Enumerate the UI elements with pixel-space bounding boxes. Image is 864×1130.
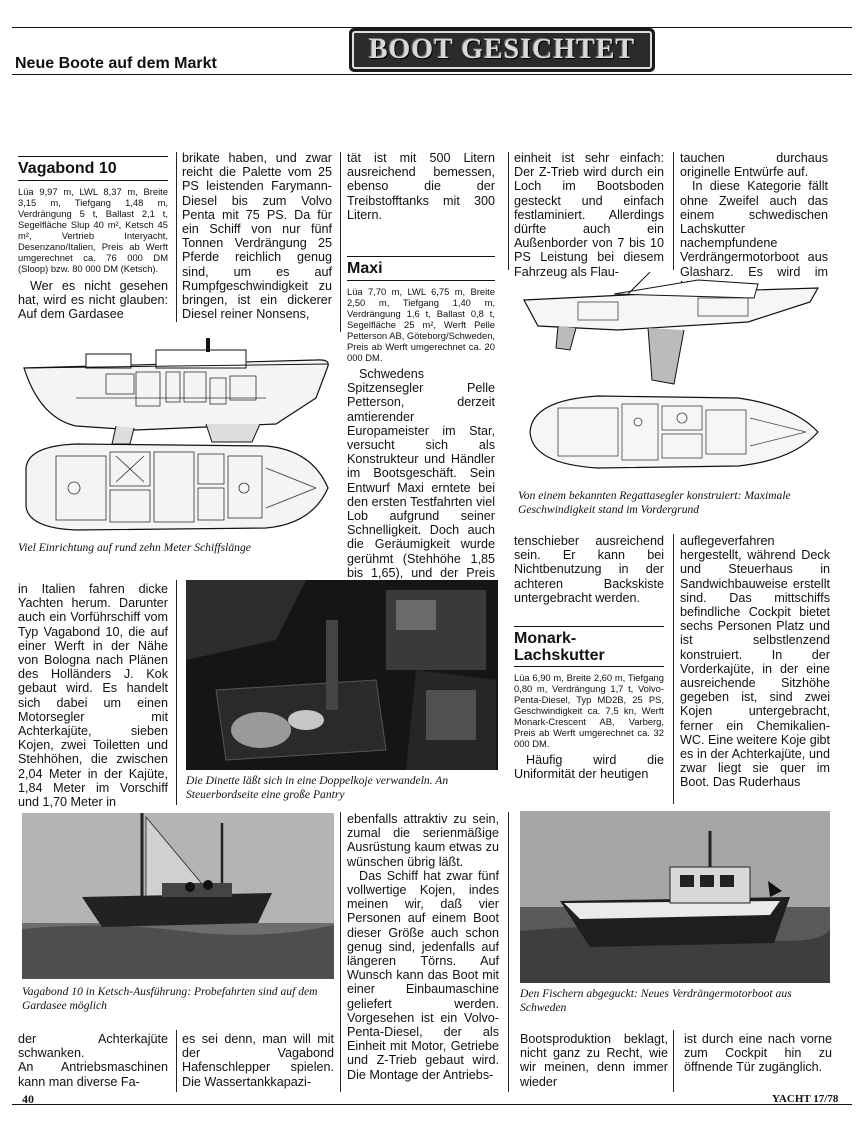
ketsch-photo (22, 813, 334, 979)
maxi-hull-plan (530, 396, 818, 468)
vagabond-paragraph-7: der Achterkajüte schwanken. (18, 1032, 168, 1061)
maxi-paragraph: Schwedens Spitzensegler Pelle Petterson, derzeit amtierender Europameister im Star, versucht sich als Konstrukteur und Händler im Bootsgeschäft. Sein Entwurf Maxi erntete bei den ersten Testfahrten viel Lob aufgrund seiner Schnelligkeit. Doch auch die Geräumigkeit wurde gerühmt (Stehhöhe 1,85 bis 1,65), und der Preis (347, 367, 495, 580)
ketsch-caption: Vagabond 10 in Ketsch-Ausführung: Probefahrten sind auf dem Gardasee möglich (22, 985, 318, 1012)
column-rule (340, 152, 341, 332)
column-rule (508, 812, 509, 1092)
maxi-specs: Lüa 7,70 m, LWL 6,75 m, Breite 2,50 m, Tiefgang 1,40 m, Verdrängung 1,6 t, Ballast 0,8 t, Segelfläche 25 m², Werft Pelle Petterson AB, Göteborg/Schweden, Preis ab Werft umgerechnet ca. 20 000 DM. (347, 286, 496, 363)
boot-gesichtet-logo (349, 28, 655, 72)
monark-specs: Lüa 6,90 m, Breite 2,60 m, Tiefgang 0,80 m, Verdrängung 1,7 t, Volvo-Penta-Diesel, Typ MD2B, 25 PS, Geschwindigkeit ca. 7,5 kn, Werft Monark-Crescent AB, Varberg, Preis ab Werft umgerechnet ca. 32 000 DM. (514, 672, 664, 749)
column-rule (340, 812, 341, 1092)
vagabond-paragraph-4: in Italien fahren dicke Yachten herum. Darunter auch ein Vorführschiff vom Typ Vagabond 10, die auf einer Werft in der Nähe von Bologna nach Plänen des Holländers J. Kok gebaut wird. Es handelt sich dabei um einen Motorsegler mit Achterkajüte, sieben Kojen, zwei Toiletten und Stehhöhen, die zwischen 2,04 Meter in der Kajüte, 1,84 Meter im Vorschiff und 1,70 Meter in (18, 582, 168, 810)
column-rule (176, 580, 177, 805)
vagabond-specs: Lüa 9,97 m, LWL 8,37 m, Breite 3,15 m, Tiefgang 1,48 m, Verdrängung 5 t, Ballast 2,1 t, Segelfläche Slup 40 m², Ketsch 45 m², Vertrieb Interyacht, Desenzano/Italien, Preis ab Werft umgerechnet ca. 76 000 DM (Sloop) bzw. 80 000 DM (Ketsch). (18, 186, 168, 274)
vagabond-paragraph: Wer es nicht gesehen hat, wird es nicht glauben: Auf dem Gardasee (18, 279, 168, 322)
page-number: 40 (22, 1092, 34, 1106)
vagabond-paragraph-3: tät ist mit 500 Litern ausreichend bemessen, ebenso die der Treibstofftanks mit 300 Litern. (347, 151, 495, 222)
maxi-keel (648, 328, 684, 384)
vagabond-paragraph-5: ebenfalls attraktiv zu sein, zumal die serienmäßige Ausrüstung kaum etwas zu wünschen übrig läßt. (347, 812, 499, 869)
issue-label: YACHT 17/78 (772, 1093, 839, 1105)
vagabond-paragraph-6-cont: einheit ist sehr einfach: Der Z-Trieb wird durch ein Loch im Bootsboden gesteckt und einfach festlaminiert. Allerdings dürfte auch ein Außenborder von 7 bis 10 PS Leistung bei diesem Fahrzeug als Flau- (514, 151, 664, 279)
maxi-rudder (556, 326, 576, 350)
vagabond-lower-text (347, 812, 499, 1082)
column-rule (508, 152, 509, 270)
logo-text: BOOT GESICHTET (368, 34, 636, 65)
monark-article (514, 626, 664, 781)
dinette-photo-content (186, 580, 498, 770)
maxi-title: Maxi (347, 256, 495, 281)
vagabond-paragraph-9: es sei denn, man will mit der Vagabond Hafenschlepper spielen. Die Wassertankkapazi- (182, 1032, 334, 1089)
vagabond-article (18, 156, 168, 322)
vagabond-title: Vagabond 10 (18, 156, 168, 181)
column-rule (673, 534, 674, 804)
hull-plan (26, 444, 328, 530)
ketsch-photo-content (22, 813, 334, 979)
vagabond-profile-drawing (16, 338, 336, 538)
dinette-caption: Die Dinette läßt sich in eine Doppelkoje verwandeln. An Steuerbordseite eine große Pantry (186, 774, 449, 801)
maxi-paragraph-2: tenschieber ausreichend sein. Er kann bei Nichtbenutzung in der achteren Backskiste untergebracht werden. (514, 534, 664, 605)
monark-intro-paragraph-2: In diese Kategorie fällt ohne Zweifel auch das einem schwedischen Lachskutter nachempfundene Verdrängermotorboot aus Glasharz. Es wird im (680, 179, 828, 279)
vagabond-paragraph-8: An Antriebsmaschinen kann man diverse Fa- (18, 1060, 168, 1089)
vagabond-paragraph-6: Das Schiff hat zwar fünf vollwertige Kojen, indes meinen wir, daß vier Personen auf einem Boot dieser Größe auch schon genug sind, jedenfalls auf längeren Törns. Auf Wunsch kann das Boot mit einer Einbaumaschine geliefert werden. Vorgesehen ist ein Volvo-Penta-Diesel, der als Einheit mit Motor, Getriebe und Z-Trieb gebaut wird. Die Montage der Antriebs- (347, 868, 499, 1082)
maxi-plan-caption: Von einem bekannten Regattasegler konstruiert: Maximale Geschwindigkeit stand im Vordergrund (518, 489, 791, 516)
column-rule (673, 152, 674, 270)
keel (206, 424, 260, 442)
aft-cabin (86, 354, 131, 368)
monark-paragraph-2: auflegeverfahren hergestellt, während Deck und Steuerhaus in Sandwichbauweise erstellt sind. Das mittschiffs befindliche Cockpit bietet sechs Personen Platz und ist selbstlenzend konstruiert. In der Vorderkajüte, in der eine ausreichende Sitzhöhe gegeben ist, sind zwei Kojen untergebracht, ferner ein Chemikalien-WC. Eine weitere Koje gibt es in der Achterkajüte, und zwar liegt sie quer im Boot. Das Ruderhaus (680, 534, 830, 790)
lachskutter-caption: Den Fischern abgeguckt: Neues Verdrängermotorboot aus Schweden (520, 987, 792, 1014)
monark-paragraph-3: Bootsproduktion beklagt, nicht ganz zu Recht, wie wir meinen, denn immer wieder (520, 1032, 668, 1089)
dinette-photo (186, 580, 498, 770)
rudder (112, 426, 134, 444)
column-rule (176, 152, 177, 322)
lachskutter-photo-content (520, 811, 830, 983)
monark-title-line-2: Lachskutter (514, 647, 605, 664)
column-rule (176, 1030, 177, 1092)
monark-paragraph-4: ist durch eine nach vorne zum Cockpit hin zu öffnende Tür zugänglich. (684, 1032, 832, 1075)
maxi-profile-drawing (518, 272, 830, 488)
column-rule (673, 1030, 674, 1092)
lachskutter-photo (520, 811, 830, 983)
monark-intro-paragraph: tauchen durchaus originelle Entwürfe auf. (680, 151, 828, 180)
monark-title-line-1: Monark- (514, 630, 577, 647)
maxi-article (347, 256, 495, 594)
monark-paragraph: Häufig wird die Uniformität der heutigen (514, 753, 664, 782)
vagabond-plan-caption: Viel Einrichtung auf rund zehn Meter Schiffslänge (18, 541, 251, 554)
vagabond-paragraph-2: brikate haben, und zwar reicht die Palette vom 25 PS leistenden Farymann-Diesel bis zum Volvo Penta mit 75 PS. Da für ein Schiff von nur fünf Tonnen Verdrängung 25 Pferde reichlich genug sind, um es auf Rumpfgeschwindigkeit zu bringen, ist ein dickerer Diesel reiner Nonsens, (182, 151, 332, 322)
vagabond-bottom-text (18, 1032, 168, 1089)
section-title: Neue Boote auf dem Markt (15, 55, 217, 72)
header-bottom-rule (12, 74, 852, 75)
footer-rule (12, 1104, 852, 1105)
hull-profile (24, 360, 328, 430)
monark-title (514, 626, 664, 667)
